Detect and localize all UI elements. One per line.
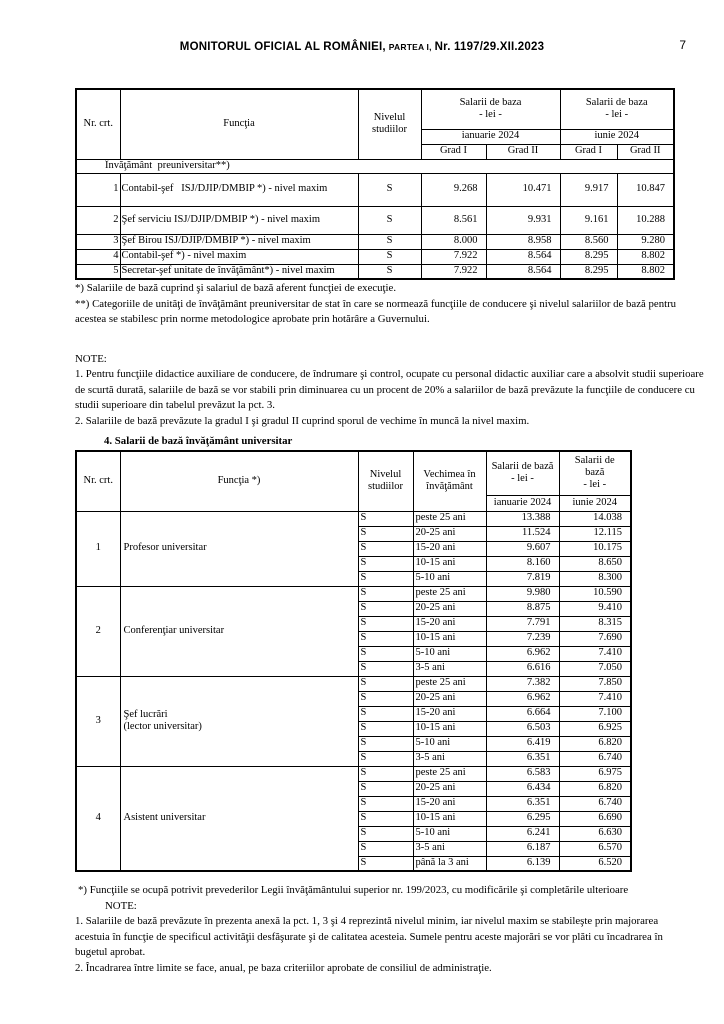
page-header [0, 41, 724, 53]
salary-value-cell: 8.802 [617, 249, 674, 264]
t1-header-grad1-ian: Grad I [421, 144, 486, 159]
salary-ianuarie-cell: 7.382 [486, 676, 559, 691]
nivel-studii-cell: S [358, 706, 413, 721]
vechime-cell: 3-5 ani [413, 661, 486, 676]
group-number: 3 [76, 676, 120, 766]
t2-header-ianuarie-2024: ianuarie 2024 [486, 495, 559, 511]
nivel-studii-cell: S [358, 511, 413, 526]
lei-label: - lei - [511, 473, 534, 485]
salary-value-cell: 8.295 [560, 264, 617, 279]
nivel-studii-cell: S [358, 631, 413, 646]
vechime-cell: 3-5 ani [413, 841, 486, 856]
footnote-star: *) Funcţiile se ocupă potrivit prevederilor Legii învăţământului superior nr. 199/2023, cu modificările şi completările ulterioare [78, 884, 629, 896]
t2-header-nr-crt: Nr. crt. [76, 451, 120, 511]
table1-notes [75, 281, 709, 429]
t1-header-row-1 [76, 89, 674, 129]
t2-header-salarii-ianuarie [486, 451, 559, 495]
salary-value-cell: 9.931 [486, 206, 560, 234]
salary-ianuarie-cell: 6.351 [486, 796, 559, 811]
salary-value-cell: 8.560 [560, 234, 617, 249]
nivel-studii-cell: S [358, 721, 413, 736]
salary-iunie-cell: 7.050 [559, 661, 631, 676]
nivel-studii-cell: S [358, 646, 413, 661]
preuniversitar-row [76, 264, 674, 279]
salary-iunie-cell: 10.175 [559, 541, 631, 556]
page-number: 7 [679, 38, 686, 52]
journal-number: Nr. 1197/29.XII.2023 [434, 41, 545, 53]
salarii-label: Salarii de bază [491, 460, 554, 472]
t2-header-iunie-2024: iunie 2024 [559, 495, 631, 511]
vechime-cell: peste 25 ani [413, 676, 486, 691]
t2-header-functia: Funcţia *) [120, 451, 358, 511]
nivel-studii-cell: S [358, 616, 413, 631]
t1-header-grad1-iun: Grad I [560, 144, 617, 159]
table-group-header [76, 159, 674, 173]
vechime-cell: 20-25 ani [413, 526, 486, 541]
functia-cell: Şef serviciu ISJ/DJIP/DMBIP *) - nivel maxim [120, 206, 358, 234]
salary-iunie-cell: 7.410 [559, 646, 631, 661]
section4-title: 4. Salarii de bază învăţământ universitar [104, 435, 293, 447]
vechime-cell: 5-10 ani [413, 646, 486, 661]
salary-iunie-cell: 7.100 [559, 706, 631, 721]
salary-iunie-cell: 6.740 [559, 751, 631, 766]
salary-value-cell: 10.471 [486, 173, 560, 206]
t2-header-salarii-iunie [559, 451, 631, 495]
nivel-studii-cell: S [358, 796, 413, 811]
nivel-studii-cell: S [358, 571, 413, 586]
vechime-cell: 15-20 ani [413, 541, 486, 556]
vechime-cell: 10-15 ani [413, 721, 486, 736]
salary-ianuarie-cell: 6.962 [486, 691, 559, 706]
t1-header-grad2-iun: Grad II [617, 144, 674, 159]
vechime-cell: 5-10 ani [413, 736, 486, 751]
vechime-cell: 20-25 ani [413, 691, 486, 706]
salary-ianuarie-cell: 6.419 [486, 736, 559, 751]
preuniversitar-row [76, 234, 674, 249]
salary-ianuarie-cell: 7.239 [486, 631, 559, 646]
salary-iunie-cell: 12.115 [559, 526, 631, 541]
functia-cell: Contabil-şef ISJ/DJIP/DMBIP *) - nivel maxim [120, 173, 358, 206]
nivel-studii-cell: S [358, 586, 413, 601]
vechime-cell: peste 25 ani [413, 586, 486, 601]
vechime-cell: 5-10 ani [413, 571, 486, 586]
nivel-studii-cell: S [358, 826, 413, 841]
universitar-salary-table [75, 450, 632, 872]
t2-header-row-1 [76, 451, 631, 495]
salary-iunie-cell: 8.650 [559, 556, 631, 571]
vechime-cell: 10-15 ani [413, 556, 486, 571]
vechime-cell: 20-25 ani [413, 601, 486, 616]
salarii-label: Salarii de baza [459, 96, 522, 108]
salary-iunie-cell: 6.520 [559, 856, 631, 871]
journal-title: MONITORUL OFICIAL AL ROMÂNIEI, [179, 41, 386, 53]
note-label: NOTE: [75, 352, 107, 365]
preuniversitar-salary-table [75, 88, 675, 280]
group-number: 2 [76, 586, 120, 676]
universitar-row [76, 676, 631, 691]
nivel-studii-cell: S [358, 766, 413, 781]
vechime-cell: peste 25 ani [413, 511, 486, 526]
salary-iunie-cell: 6.570 [559, 841, 631, 856]
nivel-studii-cell: S [358, 661, 413, 676]
salary-ianuarie-cell: 6.616 [486, 661, 559, 676]
group-number: 4 [76, 766, 120, 871]
group-number: 1 [76, 511, 120, 586]
vechime-cell: 10-15 ani [413, 631, 486, 646]
salary-value-cell: 9.161 [560, 206, 617, 234]
nivel-studii-cell: S [358, 206, 421, 234]
salary-ianuarie-cell: 6.664 [486, 706, 559, 721]
salary-ianuarie-cell: 11.524 [486, 526, 559, 541]
functia-cell: Şef Birou ISJ/DJIP/DMBIP *) - nivel maxim [120, 234, 358, 249]
salary-value-cell: 9.280 [617, 234, 674, 249]
salary-value-cell: 9.268 [421, 173, 486, 206]
salary-value-cell: 10.288 [617, 206, 674, 234]
salary-value-cell: 10.847 [617, 173, 674, 206]
salary-ianuarie-cell: 7.791 [486, 616, 559, 631]
nivel-studii-cell: S [358, 541, 413, 556]
t1-header-iunie-2024: iunie 2024 [560, 129, 674, 144]
salary-ianuarie-cell: 9.607 [486, 541, 559, 556]
t1-header-salarii-iunie [560, 89, 674, 129]
vechime-cell: 10-15 ani [413, 811, 486, 826]
salary-iunie-cell: 7.690 [559, 631, 631, 646]
group-functia-cell: Asistent universitar [120, 766, 358, 871]
salary-value-cell: 8.564 [486, 264, 560, 279]
note-item-2: 2. Salariile de bază prevăzute la gradul I şi gradul II cuprind sporul de vechime în muncă la nivel maxim. [75, 414, 530, 427]
preuniversitar-row [76, 249, 674, 264]
salary-ianuarie-cell: 6.241 [486, 826, 559, 841]
row-number: 5 [76, 264, 120, 279]
lei-label: - lei - [479, 109, 502, 121]
salary-iunie-cell: 6.820 [559, 736, 631, 751]
t1-header-functia: Funcţia [120, 89, 358, 159]
salary-value-cell: 8.295 [560, 249, 617, 264]
salary-ianuarie-cell: 6.583 [486, 766, 559, 781]
vechime-cell: 20-25 ani [413, 781, 486, 796]
nivel-studii-cell: S [358, 811, 413, 826]
journal-part: PARTEA I, [388, 42, 432, 52]
row-number: 1 [76, 173, 120, 206]
row-number: 2 [76, 206, 120, 234]
group-functia-cell: Şef lucrări (lector universitar) [120, 676, 358, 766]
t2-header-vechimea: Vechimea în învăţământ [413, 451, 486, 511]
salary-iunie-cell: 6.975 [559, 766, 631, 781]
salarii-label: Salarii de baza [585, 96, 648, 108]
universitar-row [76, 511, 631, 526]
nivel-studii-cell: S [358, 264, 421, 279]
t1-header-grad2-ian: Grad II [486, 144, 560, 159]
t1-header-nr-crt: Nr. crt. [76, 89, 120, 159]
vechime-cell: până la 3 ani [413, 856, 486, 871]
nivel-studii-cell: S [358, 556, 413, 571]
nivel-studii-cell: S [358, 751, 413, 766]
nivel-studii-cell: S [358, 249, 421, 264]
note-item-1: 1. Salariile de bază prevăzute în prezenta anexă la pct. 1, 3 şi 4 reprezintă nivelul minim, iar nivelul maxim se stabileşte prin majorarea acestuia în funcţie de specificul activităţii desfăşurate şi de calitatea acesteia. Sumele pentru aceste majorări se vor plăti cu încadrarea în bugetul aprobat. [75, 915, 663, 958]
vechime-cell: peste 25 ani [413, 766, 486, 781]
salary-ianuarie-cell: 8.160 [486, 556, 559, 571]
salary-iunie-cell: 7.410 [559, 691, 631, 706]
t1-header-salarii-ianuarie [421, 89, 560, 129]
nivel-studii-cell: S [358, 691, 413, 706]
salary-iunie-cell: 6.630 [559, 826, 631, 841]
vechime-cell: 5-10 ani [413, 826, 486, 841]
salary-ianuarie-cell: 9.980 [486, 586, 559, 601]
vechime-cell: 15-20 ani [413, 706, 486, 721]
salary-value-cell: 8.561 [421, 206, 486, 234]
nivel-studii-cell: S [358, 676, 413, 691]
universitar-row [76, 586, 631, 601]
note-item-2: 2. Încadrarea între limite se face, anual, pe baza criteriilor aprobate de consiliul de administraţie. [75, 961, 492, 974]
salary-value-cell: 8.000 [421, 234, 486, 249]
salary-ianuarie-cell: 8.875 [486, 601, 559, 616]
nivel-studii-cell: S [358, 736, 413, 751]
salary-ianuarie-cell: 7.819 [486, 571, 559, 586]
salary-ianuarie-cell: 6.503 [486, 721, 559, 736]
salary-ianuarie-cell: 6.351 [486, 751, 559, 766]
salary-iunie-cell: 10.590 [559, 586, 631, 601]
footnote-star: *) Salariile de bază cuprind şi salariul de bază aferent funcţiei de execuţie. [75, 282, 397, 294]
vechime-cell: 15-20 ani [413, 616, 486, 631]
salary-value-cell: 8.564 [486, 249, 560, 264]
table2-notes [75, 883, 675, 976]
nivel-studii-cell: S [358, 856, 413, 871]
t2-header-nivelul: Nivelul studiilor [358, 451, 413, 511]
note-label: NOTE: [105, 899, 137, 912]
salary-value-cell: 8.802 [617, 264, 674, 279]
universitar-row [76, 766, 631, 781]
salary-value-cell: 9.917 [560, 173, 617, 206]
group-functia-cell: Profesor universitar [120, 511, 358, 586]
nivel-studii-cell: S [358, 234, 421, 249]
t1-header-ianuarie-2024: ianuarie 2024 [421, 129, 560, 144]
salary-iunie-cell: 8.300 [559, 571, 631, 586]
salary-iunie-cell: 6.690 [559, 811, 631, 826]
functia-cell: Contabil-şef *) - nivel maxim [120, 249, 358, 264]
group-label: Învăţământ preuniversitar**) [76, 159, 674, 173]
row-number: 3 [76, 234, 120, 249]
salary-value-cell: 7.922 [421, 249, 486, 264]
salary-iunie-cell: 14.038 [559, 511, 631, 526]
footnote-doublestar: **) Categoriile de unităţi de învăţământ preuniversitar de stat în care se normează funcţiile de conducere şi nivelul salariilor de bază pentru acestea se stabilesc prin norme metodologice aprobate prin hotărâre a Guvernului. [75, 297, 677, 325]
salary-iunie-cell: 9.410 [559, 601, 631, 616]
row-number: 4 [76, 249, 120, 264]
salarii-label: bază [585, 467, 605, 479]
vechime-cell: 15-20 ani [413, 796, 486, 811]
preuniversitar-row [76, 206, 674, 234]
salary-value-cell: 7.922 [421, 264, 486, 279]
nivel-studii-cell: S [358, 841, 413, 856]
salary-iunie-cell: 8.315 [559, 616, 631, 631]
salary-ianuarie-cell: 6.139 [486, 856, 559, 871]
note-item-1: 1. Pentru funcţiile didactice auxiliare de conducere, de îndrumare şi control, ocupate cu personal didactic auxiliar care a absolvit studii superioare de scurtă durată, salariile de bază se vor stabili prin diminuarea cu un procent de 20% a salariilor de bază prevăzute la funcţiile de conducere cu studii superioare din tabelul prevăzut la pct. 3. [75, 368, 704, 411]
salary-ianuarie-cell: 6.187 [486, 841, 559, 856]
nivel-studii-cell: S [358, 173, 421, 206]
nivel-studii-cell: S [358, 601, 413, 616]
salary-ianuarie-cell: 6.434 [486, 781, 559, 796]
salary-value-cell: 8.958 [486, 234, 560, 249]
vechime-cell: 3-5 ani [413, 751, 486, 766]
salary-iunie-cell: 6.925 [559, 721, 631, 736]
nivel-studii-cell: S [358, 526, 413, 541]
functia-cell: Secretar-şef unitate de învăţământ*) - nivel maxim [120, 264, 358, 279]
salarii-label: Salarii de [574, 454, 615, 466]
group-functia-cell: Conferenţiar universitar [120, 586, 358, 676]
salary-ianuarie-cell: 6.295 [486, 811, 559, 826]
nivel-studii-cell: S [358, 781, 413, 796]
salary-iunie-cell: 7.850 [559, 676, 631, 691]
preuniversitar-row [76, 173, 674, 206]
salary-iunie-cell: 6.740 [559, 796, 631, 811]
salary-iunie-cell: 6.820 [559, 781, 631, 796]
salary-ianuarie-cell: 6.962 [486, 646, 559, 661]
lei-label: - lei - [583, 479, 607, 491]
t1-header-nivelul: Nivelul studiilor [358, 89, 421, 159]
lei-label: - lei - [605, 109, 629, 121]
salary-ianuarie-cell: 13.388 [486, 511, 559, 526]
